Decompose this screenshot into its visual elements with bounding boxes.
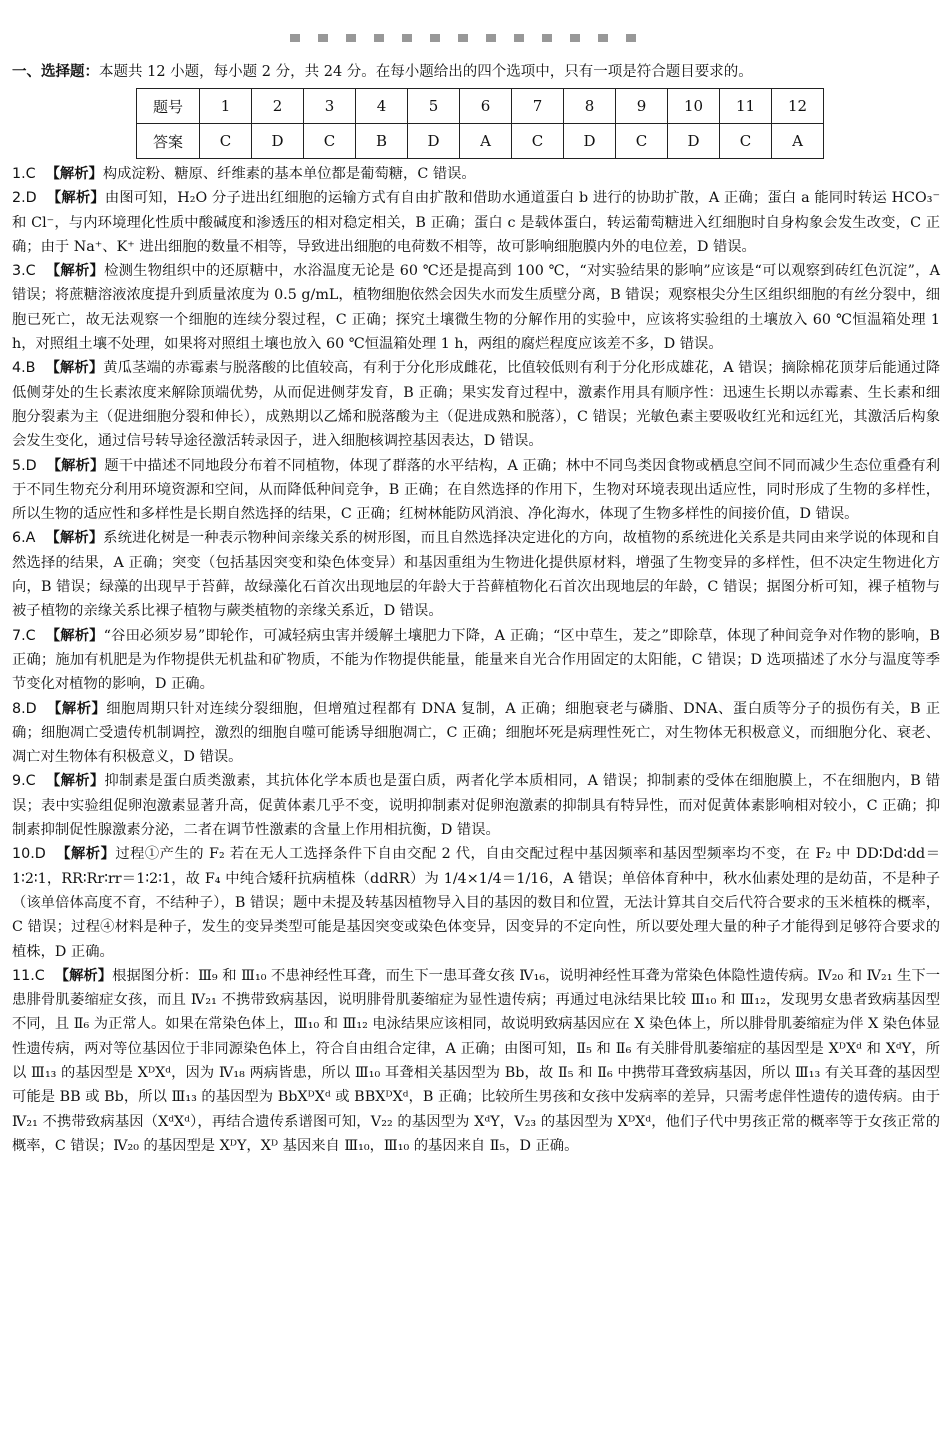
question-number: 8 [564,89,616,124]
explanation-text: 检测生物组织中的还原糖中，水浴温度无论是 60 ℃还是提高到 100 ℃，“对实验结果的影响”应该是“可以观察到砖红色沉淀”，A 错误；将蔗糖溶液浓度提升到质量浓度为 0.5 g/mL，植物细胞依然会因失水而发生质壁分离，B 错误；观察根尖分生区组织细胞的有丝分裂中，细胞已死亡，故无法观察一个细胞的连续分裂过程，C 正确；探究土壤微生物的分解作用的实验中，应该将实验组的土壤放入 60 ℃恒温箱处理 1 h，对照组土壤不处理，如果将对照组土壤也放入 60 ℃恒温箱处理 1 h，两组的腐烂程度应该差不多，D 错误。 [12,263,940,353]
answer-cell: D [668,124,720,159]
explanation-text: 抑制素是蛋白质类激素，其抗体化学本质也是蛋白质，两者化学本质相同，A 错误；抑制素的受体在细胞膜上，不在细胞内，B 错误；表中实验组促卵泡激素显著升高，促黄体素几乎不变，说明抑制素对促卵泡激素的抑制具有特异性，而对促黄体素影响相对较小，C 正确；抑制素抑制促性腺激素分泌，二者在调节性激素的含量上作用相抗衡，D 错误。 [12,773,940,839]
question-number: 11 [720,89,772,124]
answer-cell: D [252,124,304,159]
item-number: 2.D [12,190,37,207]
item-number: 1.C [12,166,36,182]
answer-cell: D [408,124,460,159]
answer-cell: C [304,124,356,159]
item-number: 8.D [12,700,37,717]
analysis-tag: 【解析】 [55,846,116,863]
answer-cell: A [772,124,824,159]
explanation-item [12,769,940,842]
explanation-text: 黄瓜茎端的赤霉素与脱落酸的比值较高，有利于分化形成雌花，比值较低则有利于分化形成雄花，A 错误；摘除棉花顶芽后能通过降低侧芽处的生长素浓度来解除顶端优势，从而促进侧芽发育，B 正确；果实发育过程中，激素作用具有顺序性：迅速生长期以赤霉素、生长素和细胞分裂素为主（促进细胞分裂和伸长），成熟期以乙烯和脱落酸为主（促进成熟和脱落），C 错误；光敏色素主要吸收红光和远红光，其激活后构象会发生变化，通过信号转导途径激活转录因子，进入细胞核调控基因表达，D 错误。 [12,360,941,450]
answer-table [136,88,824,159]
answer-cell: C [200,124,252,159]
item-number: 9.C [12,773,36,790]
explanation-item [12,697,940,770]
explanation-text: 由图可知，H₂O 分子进出红细胞的运输方式有自由扩散和借助水通道蛋白 b 进行的协助扩散，A 正确；蛋白 a 能同时转运 HCO₃⁻ 和 Cl⁻，与内环境理化性质中酸碱度和渗透压的相对稳定相关，B 正确；蛋白 c 是载体蛋白，转运葡萄糖进入红细胞时自身构象会发生改变，C 正确；由于 Na⁺、K⁺ 进出细胞的数量不相等，导致进出细胞的电荷数不相等，故可影响细胞膜内外的电位差，D 错误。 [12,190,940,255]
answer-table-number-row [137,89,824,124]
explanation-item [12,964,940,1158]
explanation-item [12,162,940,186]
analysis-tag: 【解析】 [45,530,104,547]
explanation-item [12,842,940,963]
explanation-item [12,186,940,259]
cropped-title-remnant [290,34,650,42]
explanations-list [12,162,940,1158]
answer-table-answer-row [137,124,824,159]
answer-cell: D [564,124,616,159]
analysis-tag: 【解析】 [45,263,105,280]
answer-row-header: 答案 [137,124,200,159]
question-number: 7 [512,89,564,124]
section-heading [12,60,940,84]
question-number: 6 [460,89,512,124]
cropped-header [0,0,950,42]
analysis-tag: 【解析】 [46,190,105,207]
analysis-tag: 【解析】 [45,166,103,182]
item-number: 5.D [12,457,37,474]
explanation-text: 过程①产生的 F₂ 若在无人工选择条件下自由交配 2 代，自由交配过程中基因频率和基因型频率均不变，在 F₂ 中 DD∶Dd∶dd＝1∶2∶1，RR∶Rr∶rr＝1∶2∶1，故 F₄ 中纯合矮秆抗病植株（ddRR）为 1/4×1/4＝1/16，A 错误；单倍体育种中，秋水仙素处理的是幼苗，不是种子（该单倍体高度不育，不结种子），B 错误；题中未提及转基因植物导入目的基因的数目和位置，无法计算其自交后代符合要求的玉米植株的概率，C 错误；过程④材料是种子，发生的变异类型可能是基因突变或染色体变异，因变异的不定向性，所以要处理大量的种子才能得到足够符合要求的植株，D 正确。 [12,846,940,960]
answer-cell: A [460,124,512,159]
answer-cell: C [512,124,564,159]
section-heading-rest: 本题共 12 小题，每小题 2 分，共 24 分。在每小题给出的四个选项中，只有一项是符合题目要求的。 [99,64,753,80]
question-number: 9 [616,89,668,124]
answer-cell: B [356,124,408,159]
explanation-text: 系统进化树是一种表示物种间亲缘关系的树形图，而且自然选择决定进化的方向，故植物的系统进化关系是共同由来学说的体现和自然选择的结果，A 正确；突变（包括基因突变和染色体变异）和基因重组为生物进化提供原材料，增强了生物变异的多样性，但不决定生物进化方向，B 错误；绿藻的出现早于苔藓，故绿藻化石首次出现地层的年龄大于苔藓植物化石首次出现地层的年龄，C 错误；据图分析可知，裸子植物与被子植物的亲缘关系比裸子植物与蕨类植物的亲缘关系近，D 错误。 [12,530,941,620]
number-row-header: 题号 [137,89,200,124]
question-number: 4 [356,89,408,124]
explanation-text: “谷田必须岁易”即轮作，可减轻病虫害并缓解土壤肥力下降，A 正确；“区中草生，茇之”即除草，体现了种间竞争对作物的影响，B 正确；施加有机肥是为作物提供无机盐和矿物质，不能为作物提供能量，能量来自光合作用固定的太阳能，C 错误；D 选项描述了水分与温度等季节变化对植物的影响，D 正确。 [12,627,941,693]
item-number: 11.C [12,967,45,984]
item-number: 6.A [12,530,36,547]
explanation-text: 细胞周期只针对连续分裂细胞，但增殖过程都有 DNA 复制，A 正确；细胞衰老与磷脂、DNA、蛋白质等分子的损伤有关，B 正确；细胞凋亡受遗传机制调控，激烈的细胞自噬可能诱导细胞凋亡，C 正确；细胞坏死是病理性死亡，对生物体无积极意义，而细胞分化、衰老、凋亡对生物体有积极意义，D 错误。 [12,700,940,766]
question-number: 2 [252,89,304,124]
explanation-item [12,259,940,356]
explanation-text: 根据图分析：Ⅲ₉ 和 Ⅲ₁₀ 不患神经性耳聋，而生下一患耳聋女孩 Ⅳ₁₆，说明神经性耳聋为常染色体隐性遗传病。Ⅳ₂₀ 和 Ⅳ₂₁ 生下一患腓骨肌萎缩症女孩，而且 Ⅳ₂₁ 不携带致病基因，说明腓骨肌萎缩症为显性遗传病；再通过电泳结果比较 Ⅲ₁₀ 和 Ⅲ₁₂，发现男女患者致病基因型不同，且 Ⅱ₆ 为正常人。如果在常染色体上，Ⅲ₁₀ 和 Ⅲ₁₂ 电泳结果应该相同，故说明致病基因应在 X 染色体上，所以腓骨肌萎缩症为伴 X 染色体显性遗传病，两对等位基因位于非同源染色体上，符合自由组合定律，A 正确；由图可知，Ⅱ₅ 和 Ⅱ₆ 有关腓骨肌萎缩症的基因型是 XᴰXᵈ 和 XᵈY，所以 Ⅲ₁₃ 的基因型是 XᴰXᵈ，因为 Ⅳ₁₈ 两病皆患，所以 Ⅲ₁₀ 耳聋相关基因型为 Bb，故 Ⅱ₅ 和 Ⅱ₆ 中携带耳聋致病基因，所以 Ⅲ₁₃ 有关耳聋的基因型可能是 BB 或 Bb，所以 Ⅲ₁₃ 的基因型为 BbXᴰXᵈ 或 BBXᴰXᵈ，B 正确；比较所生男孩和女孩中发病率的差异，只需考虑伴性遗传的遗传病。由于 Ⅳ₂₁ 不携带致病基因（XᵈXᵈ），再结合遗传系谱图可知，Ⅴ₂₂ 的基因型为 XᵈY，Ⅴ₂₃ 的基因型为 XᴰXᵈ，他们子代中男孩正常的概率等于女孩正常的概率，C 错误；Ⅳ₂₀ 的基因型是 XᴰY，Xᴰ 基因来自 Ⅲ₁₀，Ⅲ₁₀ 的基因来自 Ⅱ₅，D 正确。 [12,967,941,1154]
explanation-item [12,624,940,697]
explanation-item [12,454,940,527]
analysis-tag: 【解析】 [45,360,104,377]
answer-cell: C [720,124,772,159]
item-number: 10.D [12,846,46,863]
question-number: 1 [200,89,252,124]
analysis-tag: 【解析】 [45,773,105,790]
explanation-item [12,356,940,453]
item-number: 3.C [12,263,36,280]
item-number: 7.C [12,627,36,644]
explanation-item [12,526,940,623]
explanation-text: 题干中描述不同地段分布着不同植物，体现了群落的水平结构，A 正确；林中不同鸟类因食物或栖息空间不同而减少生态位重叠有利于不同生物充分利用环境资源和空间，从而降低种间竞争，B 正确；在自然选择的作用下，生物对环境表现出适应性，同时形成了生物的多样性，所以生物的适应性和多样性是长期自然选择的结果，C 正确；红树林能防风消浪、净化海水，体现了生物多样性的间接价值，D 错误。 [12,457,940,523]
analysis-tag: 【解析】 [45,627,104,644]
analysis-tag: 【解析】 [54,967,113,984]
section-heading-lead: 一、选择题： [12,64,99,80]
question-number: 5 [408,89,460,124]
question-number: 12 [772,89,824,124]
analysis-tag: 【解析】 [46,457,105,474]
answer-cell: C [616,124,668,159]
item-number: 4.B [12,360,36,377]
question-number: 10 [668,89,720,124]
analysis-tag: 【解析】 [46,700,107,717]
explanation-text: 构成淀粉、糖原、纤维素的基本单位都是葡萄糖，C 错误。 [102,166,476,182]
question-number: 3 [304,89,356,124]
